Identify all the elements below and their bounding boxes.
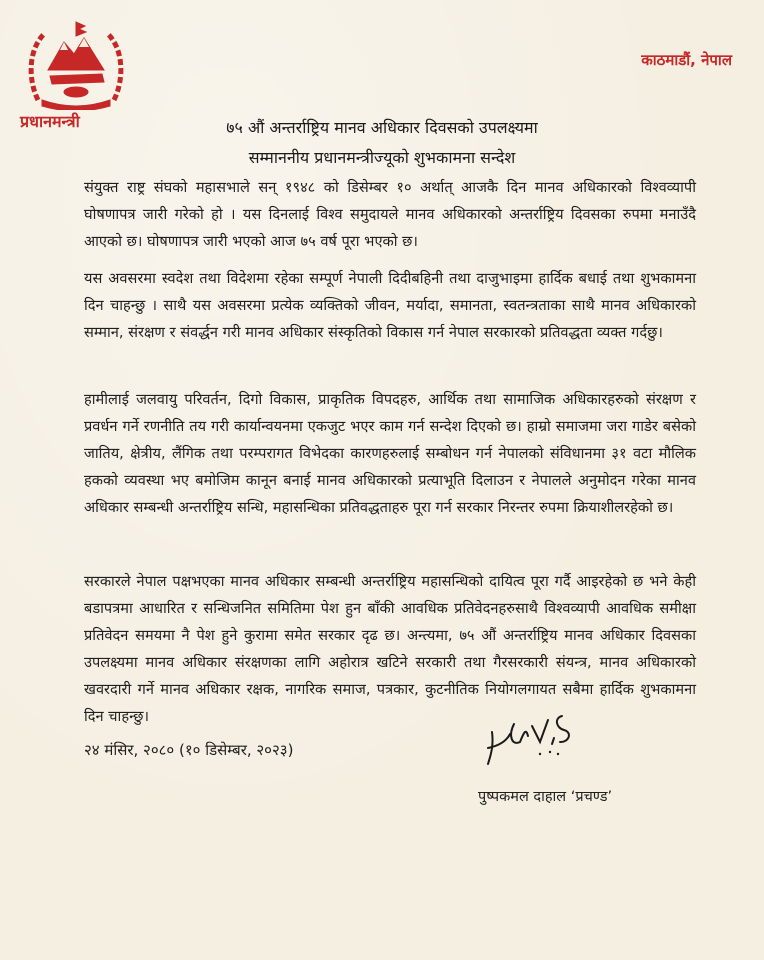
title-line-1: ७५ औं अन्तर्राष्ट्रिय मानव अधिकार दिवसको उपलक्ष्यमा	[226, 118, 538, 137]
office-label: प्रधानमन्त्री	[20, 112, 80, 131]
paragraph-1: संयुक्त राष्ट्र संघको महासभाले सन् १९४८ को डिसेम्बर १० अर्थात् आजकै दिन मानव अधिकारको विश्वव्यापी घोषणापत्र जारी गरेको हो । यस दिनलाई विश्व समुदायले मानव अधिकारको अन्तर्राष्ट्रिय दिवसका रुपमा मनाउँदै आएको छ। घोषणापत्र जारी भएको आज ७५ वर्ष पूरा भएको छ।	[84, 179, 696, 250]
location-label: काठमाडौं, नेपाल	[641, 51, 732, 69]
paragraph-2: यस अवसरमा स्वदेश तथा विदेशमा रहेका सम्पूर्ण नेपाली दिदीबहिनी तथा दाजुभाइमा हार्दिक बधाई तथा शुभकामना दिन चाहन्छु । साथै यस अवसरमा प्रत्येक व्यक्तिको जीवन, मर्यादा, समानता, स्वतन्त्रताका साथै मानव अधिकारको सम्मान, संरक्षण र संवर्द्धन गरी मानव अधिकार संस्कृतिको विकास गर्न नेपाल सरकारको प्रतिवद्धता व्यक्त गर्दछु।	[84, 270, 696, 341]
letter-date: २४ मंसिर, २०८० (१० डिसेम्बर, २०२३)	[84, 741, 294, 759]
paragraph-3: हामीलाई जलवायु परिवर्तन, दिगो विकास, प्राकृतिक विपदहरु, आर्थिक तथा सामाजिक अधिकारहरुको संरक्षण र प्रवर्धन गर्ने रणनीति तय गरी कार्यान्वयनमा एकजुट भएर काम गर्न सन्देश दिएको छ। हाम्रो समाजमा जरा गाडेर बसेको जातिय, क्षेत्रीय, लैंगिक तथा परम्परागत विभेदका कारणहरुलाई सम्बोधन गर्न नेपालको संविधानमा ३१ वटा मौलिक हकको व्यवस्था भए बमोजिम कानून बनाई मानव अधिकारको प्रत्याभूति दिलाउन र नेपालले अनुमोदन गरेका मानव अधिकार सम्बन्धी अन्तर्राष्ट्रिय सन्धि, महासन्धिका प्रतिवद्धताहरु पूरा गर्न सरकार निरन्तर रुपमा क्रियाशीलरहेको छ।	[84, 391, 696, 516]
signature-image	[484, 702, 604, 772]
title-line-2: सम्माननीय प्रधानमन्त्रीज्यूको शुभकामना सन्देश	[248, 148, 516, 167]
signer-name: पुष्पकमल दाहाल ‘प्रचण्ड’	[478, 789, 613, 805]
paragraph-4: सरकारले नेपाल पक्षभएका मानव अधिकार सम्बन्धी अन्तर्राष्ट्रिय महासन्धिको दायित्व पूरा गर्दै आइरहेको छ भने केही बडापत्रमा आधारित र सन्धिजनित समितिमा पेश हुन बाँकी आवधिक प्रतिवेदनहरुसाथै विश्वव्यापी आवधिक समीक्षा प्रतिवेदन समयमा नै पेश हुने कुरामा समेत सरकार दृढ छ। अन्त्यमा, ७५ औं अन्तर्राष्ट्रिय मानव अधिकार दिवसका उपलक्ष्यमा मानव अधिकार संरक्षणका लागि अहोरात्र खटिने सरकारी तथा गैरसरकारी संयन्त्र, मानव अधिकारको खवरदारी गर्ने मानव अधिकार रक्षक, नागरिक समाज, पत्रकार, कुटनीतिक नियोगलगायत सबैमा हार्दिक शुभकामना दिन चाहन्छु।	[84, 573, 696, 725]
national-emblem-icon	[24, 20, 128, 110]
